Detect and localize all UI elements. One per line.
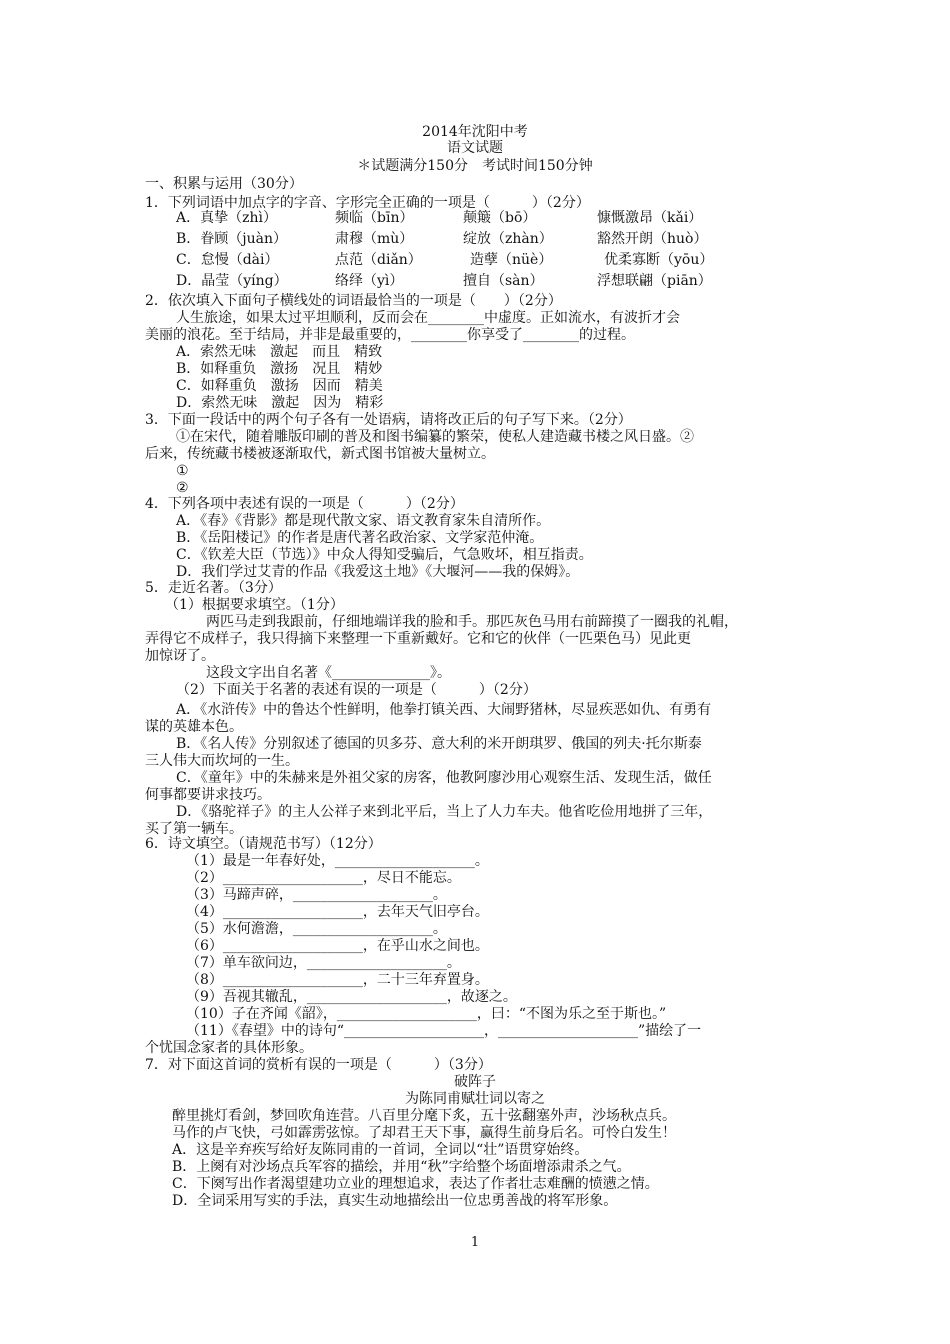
q5-fill: 这段文字出自名著《______________》。 xyxy=(206,665,451,681)
poem-subtitle: 为陈同甫赋壮词以寄之 xyxy=(405,1091,545,1107)
q6-line-11: （11）《春望》中的诗句“____________________，____________________”描绘了一 xyxy=(186,1023,702,1039)
q1-row-d-col2: 络绎（yì） xyxy=(335,273,404,289)
q1-row-d-col4: 浮想联翩（piān） xyxy=(597,273,712,289)
q2-stem: 2．依次填入下面句子横线处的词语最恰当的一项是（ ）（2分） xyxy=(145,293,562,309)
q2-passage-line2: 美丽的浪花。至于结局，并非是最重要的，________你享受了________的过程。 xyxy=(145,327,635,343)
q1-row-b-col3: 绽放（zhàn） xyxy=(463,231,553,247)
q4-option-a: A．《春》《背影》都是现代散文家、语文教育家朱自清所作。 xyxy=(176,513,551,529)
poem-line-2: 马作的卢飞快，弓如霹雳弦惊。了却君王天下事，赢得生前身后名。可怜白发生！ xyxy=(172,1125,676,1141)
q1-row-c-col3: 造孽（nüè） xyxy=(470,252,553,268)
q5-stem: 5．走近名著。（3分） xyxy=(145,580,282,596)
q2-option-d: D．索然无味 激起 因为 精彩 xyxy=(176,395,384,411)
q4-stem: 4．下列各项中表述有误的一项是（ ）（2分） xyxy=(145,496,464,512)
poem-line-1: 醉里挑灯看剑，梦回吹角连营。八百里分麾下炙，五十弦翻塞外声，沙场秋点兵。 xyxy=(172,1108,676,1124)
q6-line-6: （6）____________________，在乎山水之间也。 xyxy=(186,938,489,954)
q5-option-d-line2: 买了第一辆车。 xyxy=(145,821,243,837)
q5-sub2: （2）下面关于名著的表述有误的一项是（ ）（2分） xyxy=(176,682,537,698)
q6-line-2: （2）____________________，尽日不能忘。 xyxy=(186,870,461,886)
q5-option-c-line1: C．《童年》中的朱赫来是外祖父家的房客，他教阿廖沙用心观察生活、发现生活，做任 xyxy=(176,770,712,786)
q5-passage-line3: 加惊讶了。 xyxy=(145,648,215,664)
q5-passage-line1: 两匹马走到我跟前，仔细地端详我的脸和手。那匹灰色马用右前蹄摸了一圈我的礼帽， xyxy=(206,614,738,630)
q4-option-d: D．我们学过艾青的作品《我爱这土地》《大堰河——我的保姆》。 xyxy=(176,564,580,580)
q6-line-1: （1）最是一年春好处，____________________。 xyxy=(186,853,489,869)
q7-option-a: A．这是辛弃疾写给好友陈同甫的一首词，全词以“壮”语贯穿始终。 xyxy=(172,1142,589,1158)
q3-stem: 3．下面一段话中的两个句子各有一处语病，请将改正后的句子写下来。（2分） xyxy=(145,412,632,428)
q2-option-a: A．索然无味 激起 而且 精致 xyxy=(176,344,383,360)
q5-option-b-line1: B．《名人传》分别叙述了德国的贝多芬、意大利的米开朗琪罗、俄国的列夫·托尔斯泰 xyxy=(176,736,702,752)
q3-passage-line2: 后来，传统藏书楼被逐渐取代，新式图书馆被大量树立。 xyxy=(145,446,495,462)
q3-answer-1: ① xyxy=(176,463,189,479)
q5-sub1: （1）根据要求填空。（1分） xyxy=(165,597,344,613)
q1-row-a-col1: A．真挚（zhì） xyxy=(176,210,277,226)
q6-line-5: （5）水何澹澹，____________________。 xyxy=(186,921,447,937)
q1-row-a-col3: 颠簸（bō） xyxy=(463,210,537,226)
q1-row-b-col2: 肃穆（mù） xyxy=(335,231,414,247)
page-number: 1 xyxy=(470,1235,480,1250)
q2-option-c: C．如释重负 激扬 因而 精美 xyxy=(176,378,383,394)
q1-row-b-col4: 豁然开朗（huò） xyxy=(597,231,708,247)
q4-option-c: C．《钦差大臣（节选）》中众人得知受骗后，气急败坏，相互指责。 xyxy=(176,547,593,563)
exam-title: 2014年沈阳中考 xyxy=(422,124,528,140)
q6-line-7: （7）单车欲问边，____________________。 xyxy=(186,955,461,971)
q7-option-c: C．下阕写出作者渴望建功立业的理想追求，表达了作者壮志难酬的愤懑之情。 xyxy=(172,1176,659,1192)
q6-line-10: （10）子在齐闻《韶》，____________________，曰：“不图为乐之至于斯也。” xyxy=(186,1006,667,1022)
q6-line-3: （3）马蹄声碎，____________________。 xyxy=(186,887,447,903)
q7-option-b: B．上阕有对沙场点兵军容的描绘，并用“秋”字给整个场面增添肃杀之气。 xyxy=(172,1159,631,1175)
q1-row-a-col2: 频临（bīn） xyxy=(335,210,414,226)
q7-option-d: D．全词采用写实的手法，真实生动地描绘出一位忠勇善战的将军形象。 xyxy=(172,1193,618,1209)
q6-stem: 6．诗文填空。（请规范书写）（12分） xyxy=(145,836,382,852)
q5-passage-line2: 弄得它不成样子，我只得摘下来整理一下重新戴好。它和它的伙伴（一匹栗色马）见此更 xyxy=(145,631,691,647)
q1-row-a-col4: 慷慨激昂（kǎi） xyxy=(597,210,703,226)
q1-row-c-col4: 优柔寡断（yōu） xyxy=(604,252,714,268)
exam-subtitle: 语文试题 xyxy=(447,140,503,156)
q5-option-a-line2: 谋的英雄本色。 xyxy=(145,719,243,735)
poem-title: 破阵子 xyxy=(454,1074,496,1090)
q2-option-b: B．如释重负 激扬 况且 精妙 xyxy=(176,361,383,377)
section-heading: 一、积累与运用（30分） xyxy=(145,176,303,192)
exam-info: ＊试题满分150分 考试时间150分钟 xyxy=(357,158,593,174)
q5-option-d-line1: D．《骆驼祥子》的主人公祥子来到北平后，当上了人力车夫。他省吃俭用地拼了三年， xyxy=(176,804,713,820)
q1-row-c-col2: 点范（diǎn） xyxy=(335,252,422,268)
q1-stem: 1．下列词语中加点字的字音、字形完全正确的一项是（ ）（2分） xyxy=(145,195,590,211)
q3-answer-2: ② xyxy=(176,480,189,496)
q3-passage-line1: ①在宋代，随着雕版印刷的普及和图书编纂的繁荣，使私人建造藏书楼之风日盛。② xyxy=(176,429,694,445)
q7-stem: 7．对下面这首词的赏析有误的一项是（ ）（3分） xyxy=(145,1057,492,1073)
q1-row-b-col1: B．眷顾（juàn） xyxy=(176,231,288,247)
q6-tail: 个忧国念家者的具体形象。 xyxy=(145,1040,313,1056)
q5-option-a-line1: A．《水浒传》中的鲁达个性鲜明，他拳打镇关西、大闹野猪林，尽显疾恶如仇、有勇有 xyxy=(176,702,712,718)
q1-row-c-col1: C．怠慢（dài） xyxy=(176,252,279,268)
q5-option-c-line2: 何事都要讲求技巧。 xyxy=(145,787,271,803)
q6-line-4: （4）____________________，去年天气旧亭台。 xyxy=(186,904,489,920)
q6-line-9: （9）吾视其辙乱，____________________，故逐之。 xyxy=(186,989,517,1005)
q1-row-d-col3: 擅自（sàn） xyxy=(463,273,544,289)
q2-passage-line1: 人生旅途，如果太过平坦顺利，反而会在________中虚度。正如流水，有波折才会 xyxy=(176,310,680,326)
q4-option-b: B．《岳阳楼记》的作者是唐代著名政治家、文学家范仲淹。 xyxy=(176,530,544,546)
q5-option-b-line2: 三人伟大而坎坷的一生。 xyxy=(145,753,299,769)
q1-row-d-col1: D．晶莹（yíng） xyxy=(176,273,288,289)
q6-line-8: （8）____________________，二十三年弃置身。 xyxy=(186,972,489,988)
